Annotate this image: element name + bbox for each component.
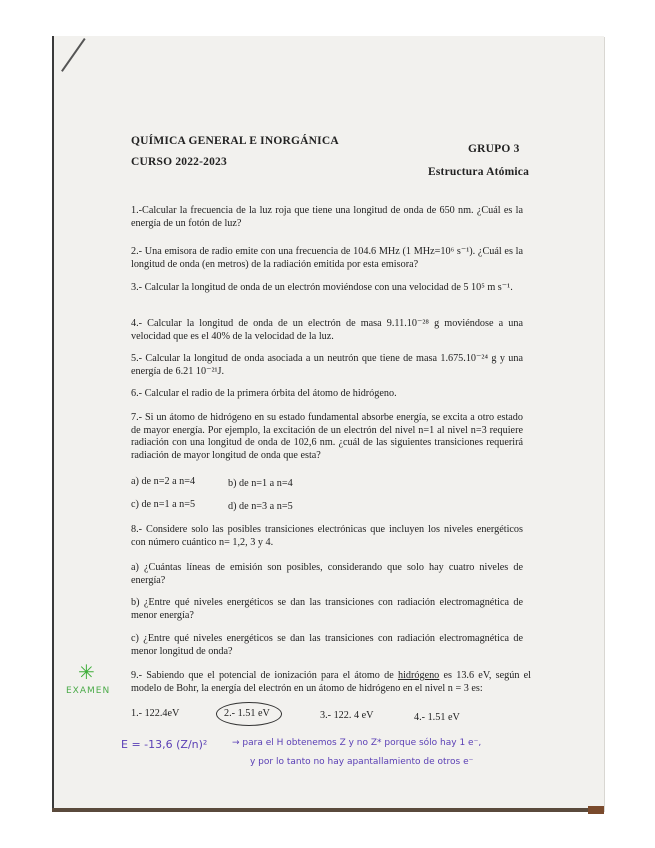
question-number: 9 [131, 670, 137, 681]
q9-option-3: 3.- 122. 4 eV [320, 710, 374, 721]
sheet-shadow-edge [52, 808, 604, 812]
question-3 [131, 282, 523, 295]
question-text-underlined: hidrógeno [397, 670, 440, 681]
q9-option-1: 1.- 122.4eV [131, 708, 180, 719]
q7-option-b: b) de n=1 a n=4 [228, 478, 293, 489]
question-number: 4 [131, 318, 137, 329]
handwritten-formula: E = -13,6 (Z/n)² [121, 738, 208, 751]
question-text: .- Una emisora de radio emite con una frecuencia de 104.6 MHz (1 MHz=10⁶ s⁻¹). ¿Cuál es la longitud de onda (en metros) de la radiación emitida por esta emisora? [131, 246, 523, 270]
q7-option-c: c) de n=1 a n=5 [131, 499, 196, 510]
margin-note: EXAMEN [66, 686, 111, 696]
course-year: CURSO 2022-2023 [131, 156, 227, 168]
question-text: .- Calcular la longitud de onda de un electrón moviéndose con una velocidad de 5 10⁵ m s⁻¹. [136, 282, 513, 293]
question-number: 1 [131, 205, 137, 216]
question-7 [131, 412, 523, 462]
group-label: GRUPO 3 [468, 143, 520, 155]
question-text: .- Calcular la longitud de onda de un electrón de masa 9.11.10⁻²⁸ g moviéndose a una velocidad que es el 40% de la velocidad de la luz. [131, 318, 523, 342]
question-text: .-Calcular la frecuencia de la luz roja que tiene una longitud de onda de 650 nm. ¿Cuál es la energía de un fotón de luz? [131, 205, 523, 229]
course-title: QUÍMICA GENERAL E INORGÁNICA [131, 135, 339, 147]
question-text: .- Calcular la longitud de onda asociada a un neutrón que tiene de masa 1.675.10⁻²⁴ g y una energía de 6.21 10⁻²¹J. [131, 353, 523, 377]
question-text: .- Calcular el radio de la primera órbita del átomo de hidrógeno. [136, 388, 397, 399]
question-text: .- Considere solo las posibles transiciones electrónicas que incluyen los niveles energéticos con número cuántico n= 1,2, 3 y 4. [131, 524, 523, 548]
star-mark-icon: ✳ [78, 662, 95, 684]
question-text-post: es 13.6 eV, según el modelo de Bohr, la energía del electrón en un átomo de hidrógeno en el nivel n = 3 es: [131, 670, 532, 694]
question-number: 3 [131, 282, 137, 293]
question-text: .- Si un átomo de hidrógeno en su estado fundamental absorbe energía, se excita a otro estado de mayor energía. Por ejemplo, la excitación de un electrón del nivel n=1 al nivel n=3 requiere radiación con una longitud de onda de 102,6 nm. ¿cuál de las siguientes transiciones requerirá radiación de mayor longitud de onda que esta? [131, 412, 523, 461]
handwritten-line-1: → para el H obtenemos Z y no Z* porque sólo hay 1 e⁻, [232, 738, 482, 748]
question-4 [131, 318, 523, 343]
q8-part-b: b) ¿Entre qué niveles energéticos se dan las transiciones con radiación electromagnética de menor energía? [131, 597, 523, 621]
question-number: 2 [131, 246, 137, 257]
q7-option-a: a) de n=2 a n=4 [131, 476, 196, 487]
q8-part-a: a) ¿Cuántas líneas de emisión son posibles, considerando que solo hay cuatro niveles de energía? [131, 562, 523, 586]
q9-option-2: 2.- 1.51 eV [224, 708, 270, 719]
question-8 [131, 524, 523, 549]
question-2 [131, 246, 523, 271]
question-text-pre: .- Sabiendo que el potencial de ionización para el átomo de [136, 670, 398, 681]
question-5 [131, 353, 523, 378]
q7-option-d: d) de n=3 a n=5 [228, 501, 293, 512]
q8-part-c: c) ¿Entre qué niveles energéticos se dan las transiciones con radiación electromagnética de menor longitud de onda? [131, 633, 523, 657]
question-1 [131, 205, 523, 230]
question-number: 5 [131, 353, 137, 364]
question-number: 6 [131, 388, 137, 399]
q9-option-4: 4.- 1.51 eV [414, 712, 460, 723]
sheet-corner [588, 806, 604, 814]
question-9 [131, 670, 531, 695]
topic-label: Estructura Atómica [428, 166, 530, 178]
question-6 [131, 388, 523, 401]
handwritten-line-2: y por lo tanto no hay apantallamiento de otros e⁻ [250, 757, 474, 767]
question-number: 8 [131, 524, 137, 535]
question-number: 7 [131, 412, 137, 423]
